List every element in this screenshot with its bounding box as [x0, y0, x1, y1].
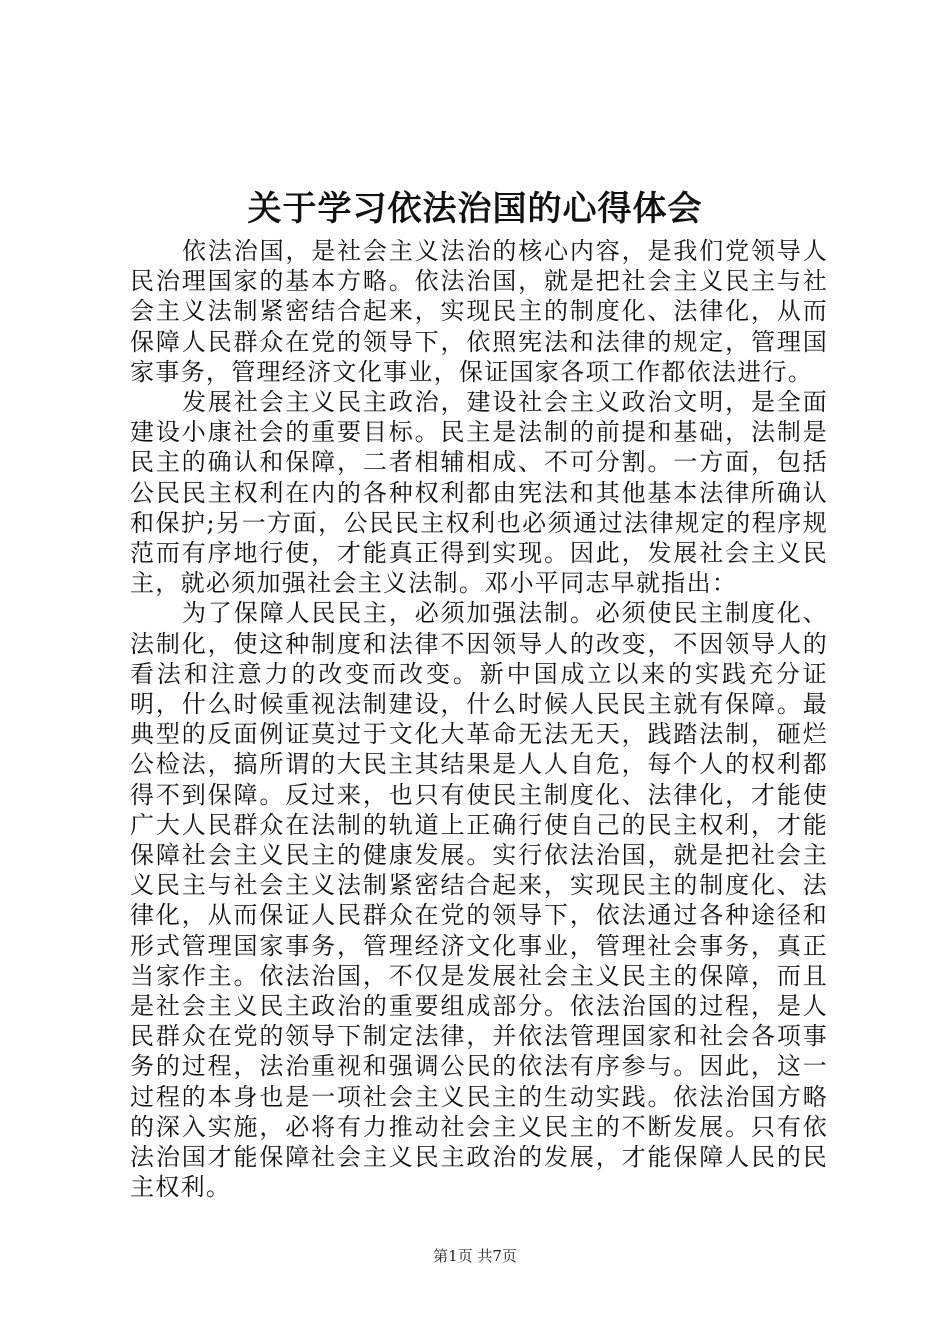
paragraph: 为了保障人民民主，必须加强法制。必须使民主制度化、法制化，使这种制度和法律不因领导人的改变，不因领导人的看法和注意力的改变而改变。新中国成立以来的实践充分证明，什么时候重视法制建设，什么时候人民民主就有保障。最典型的反面例证莫过于文化大革命无法无天，践踏法制，砸烂公检法，搞所谓的大民主其结果是人人自危，每个人的权利都得不到保障。反过来，也只有使民主制度化、法律化，才能使广大人民群众在法制的轨道上正确行使自己的民主权利，才能保障社会主义民主的健康发展。实行依法治国，就是把社会主义民主与社会主义法制紧密结合起来，实现民主的制度化、法律化，从而保证人民群众在党的领导下，依法通过各种途径和形式管理国家事务，管理经济文化事业，管理社会事务，真正当家作主。依法治国，不仅是发展社会主义民主的保障，而且是社会主义民主政治的重要组成部分。依法治国的过程，是人民群众在党的领导下制定法律，并依法管理国家和社会各项事务的过程，法治重视和强调公民的依法有序参与。因此，这一过程的本身也是一项社会主义民主的生动实践。依法治国方略的深入实施，必将有力推动社会主义民主的不断发展。只有依法治国才能保障社会主义民主政治的发展，才能保障人民的民主权利。 [130, 599, 828, 1202]
paragraph: 发展社会主义民主政治，建设社会主义政治文明，是全面建设小康社会的重要目标。民主是法制的前提和基础，法制是民主的确认和保障，二者相辅相成、不可分割。一方面，包括公民民主权利在内的各种权利都由宪法和其他基本法律所确认和保护;另一方面，公民民主权利也必须通过法律规定的程序规范而有序地行使，才能真正得到实现。因此，发展社会主义民主，就必须加强社会主义法制。邓小平同志早就指出： [130, 388, 828, 598]
document-body [130, 236, 828, 1203]
document-title: 关于学习依法治国的心得体会 [247, 189, 703, 229]
paragraph: 依法治国，是社会主义法治的核心内容，是我们党领导人民治理国家的基本方略。依法治国，就是把社会主义民主与社会主义法制紧密结合起来，实现民主的制度化、法律化，从而保障人民群众在党的领导下，依照宪法和法律的规定，管理国家事务，管理经济文化事业，保证国家各项工作都依法进行。 [130, 237, 828, 386]
page-number-footer: 第1页 共7页 [433, 1247, 517, 1265]
